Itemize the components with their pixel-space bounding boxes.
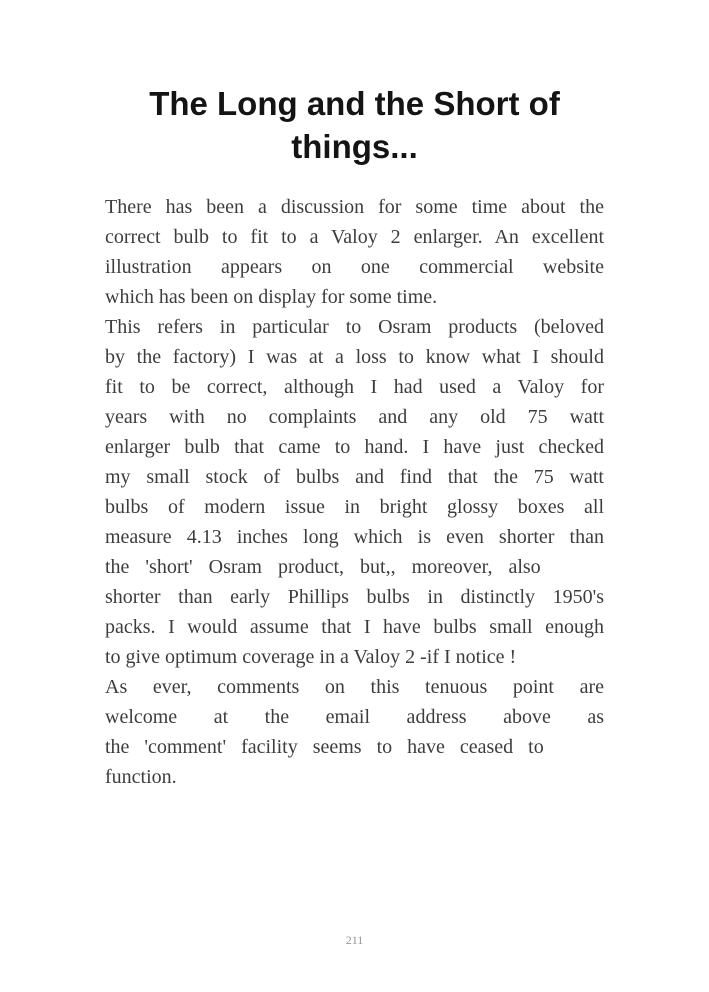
text-line: function. xyxy=(105,766,177,788)
paragraph xyxy=(105,312,604,672)
text-line: fit to be correct, although I had used a Valoy for xyxy=(105,376,604,398)
text-line: my small stock of bulbs and find that the 75 watt xyxy=(105,466,604,488)
text-line: This refers in particular to Osram products (beloved xyxy=(105,316,604,338)
title-line: things... xyxy=(291,128,418,165)
text-line: the 'comment' facility seems to have ceased to xyxy=(105,736,544,758)
text-line: shorter than early Phillips bulbs in distinctly 1950's xyxy=(105,586,604,608)
text-line: welcome at the email address above as xyxy=(105,706,604,728)
text-line: which has been on display for some time. xyxy=(105,286,438,308)
text-line: by the factory) I was at a loss to know what I should xyxy=(105,346,604,368)
text-line: illustration appears on one commercial website xyxy=(105,256,604,278)
text-line: There has been a discussion for some time about the xyxy=(105,196,604,218)
title-line: The Long and the Short of xyxy=(149,85,560,122)
text-line: correct bulb to fit to a Valoy 2 enlarger. An excellent xyxy=(105,226,604,248)
body-text xyxy=(105,192,604,792)
text-line: bulbs of modern issue in bright glossy boxes all xyxy=(105,496,604,518)
page-title xyxy=(0,82,709,168)
text-line: years with no complaints and any old 75 watt xyxy=(105,406,604,428)
text-line: measure 4.13 inches long which is even shorter than xyxy=(105,526,604,548)
paragraph xyxy=(105,672,604,792)
text-line: As ever, comments on this tenuous point are xyxy=(105,676,604,698)
page-number: 211 xyxy=(345,933,364,947)
text-line: packs. I would assume that I have bulbs small enough xyxy=(105,616,604,638)
text-line: the 'short' Osram product, but,, moreover, also xyxy=(105,556,541,578)
paragraph xyxy=(105,192,604,312)
text-line: enlarger bulb that came to hand. I have just checked xyxy=(105,436,604,458)
text-line: to give optimum coverage in a Valoy 2 -if I notice ! xyxy=(105,646,517,668)
